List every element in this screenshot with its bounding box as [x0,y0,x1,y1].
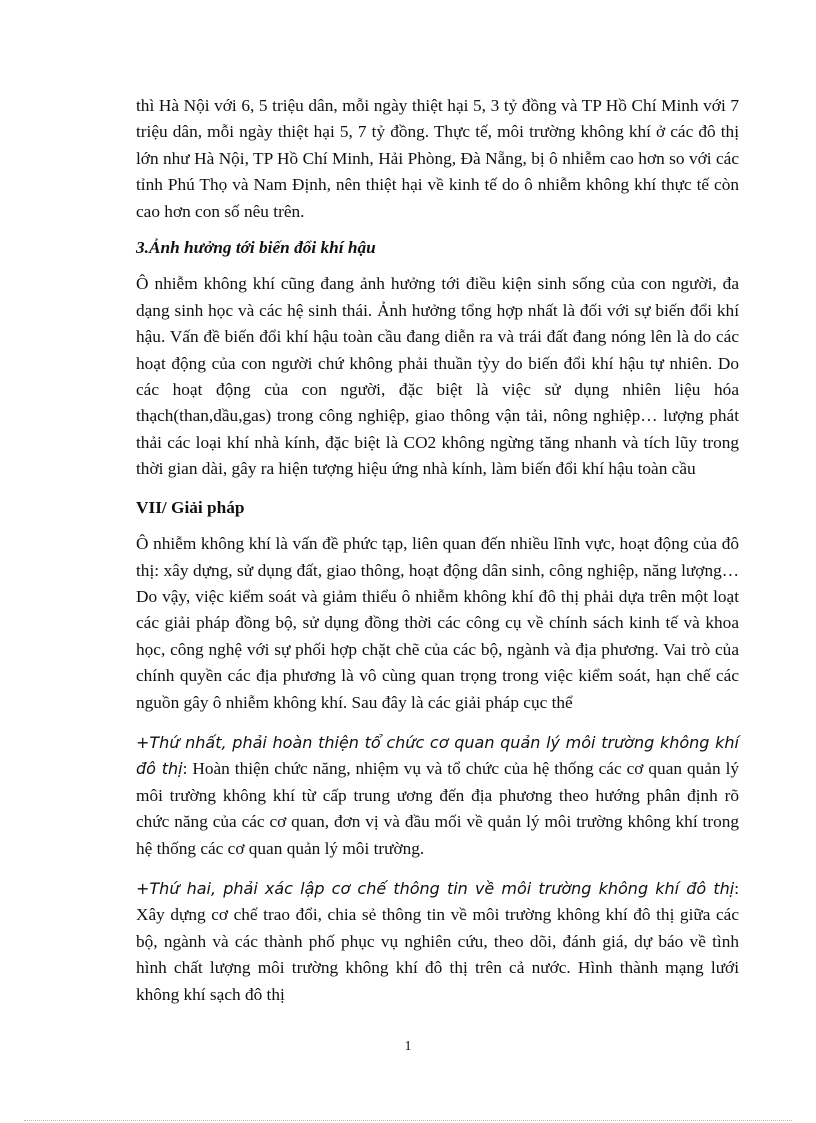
paragraph-first-solution [136,730,739,862]
page-bottom-border [24,1120,792,1121]
second-solution-lead: +Thứ hai, phải xác lập cơ chế thông tin về môi trường không khí đô thị [136,878,735,898]
section-heading-solutions: VII/ Giải pháp [136,497,245,517]
first-solution-lead: +Thứ nhất, phải hoàn thiện tổ chức cơ quan quản lý môi trường không khí đô thị [136,732,739,779]
paragraph-intro: thì Hà Nội với 6, 5 triệu dân, mỗi ngày thiệt hại 5, 3 tỷ đồng và TP Hồ Chí Minh với 7 triệu dân, mỗi ngày thiệt hại 5, 7 tỷ đồng. Thực tế, môi trường không khí ở các đô thị lớn như Hà Nội, TP Hồ Chí Minh, Hải Phòng, Đà Nẵng, bị ô nhiễm cao hơn so với các tỉnh Phú Thọ và Nam Định, nên thiệt hại về kinh tế do ô nhiễm không khí thực tế còn cao hơn con số nêu trên. [136,96,739,221]
second-solution-body: : Xây dựng cơ chế trao đổi, chia sẻ thông tin về môi trường không khí đô thị giữa các bộ, ngành và các thành phố phục vụ nghiên cứu, theo dõi, đánh giá, dự báo về tình hình chất lượng môi trường không khí đô thị trên cả nước. Hình thành mạng lưới không khí sạch đô thị [136,878,739,1004]
page-number: 1 [404,1039,412,1054]
paragraph-second-solution [136,876,739,1008]
document-page [136,93,739,1008]
paragraph-climate: Ô nhiễm không khí cũng đang ảnh hưởng tới điều kiện sinh sống của con người, đa dạng sinh học và các hệ sinh thái. Ảnh hưởng tổng hợp nhất là đối với sự biến đổi khí hậu. Vấn đề biến đổi khí hậu toàn cầu đang diễn ra và trái đất đang nóng lên là do các hoạt động của con người chứ không phải thuần tỳy do biến đổi khí hậu tự nhiên. Do các hoạt động của con người, đặc biệt là việc sử dụng nhiên liệu hóa thạch(than,dầu,gas) trong công nghiệp, giao thông vận tải, nông nghiệp… lượng phát thải các loại khí nhà kính, đặc biệt là CO2 không ngừng tăng nhanh và tích lũy trong thời gian dài, gây ra hiện tượng hiệu ứng nhà kính, làm biến đổi khí hậu toàn cầu [136,274,739,479]
paragraph-solutions: Ô nhiễm không khí là vấn đề phức tạp, liên quan đến nhiều lĩnh vực, hoạt động của đô thị: xây dựng, sử dụng đất, giao thông, hoạt động dân sinh, công nghiệp, năng lượng…Do vậy, việc kiểm soát và giảm thiểu ô nhiễm không khí đô thị phải dựa trên một loạt các giải pháp đồng bộ, sử dụng đồng thời các công cụ về chính sách kinh tế và khoa học, công nghệ với sự phối hợp chặt chẽ của các bộ, ngành và địa phương. Vai trò của chính quyền các địa phương là vô cùng quan trọng trong việc kiểm soát, hạn chế các nguồn gây ô nhiễm không khí. Sau đây là các giải pháp cục thể [136,534,739,712]
first-solution-body: : Hoàn thiện chức năng, nhiệm vụ và tổ chức của hệ thống các cơ quan quản lý môi trường không khí từ cấp trung ương đến địa phương theo hướng phân định rõ chức năng của các cơ quan, đơn vị và đầu mối về quản lý môi trường không khí trong hệ thống các cơ quan quản lý môi trường. [136,759,740,858]
section-heading-climate: 3.Ảnh hưởng tới biến đổi khí hậu [136,238,376,258]
